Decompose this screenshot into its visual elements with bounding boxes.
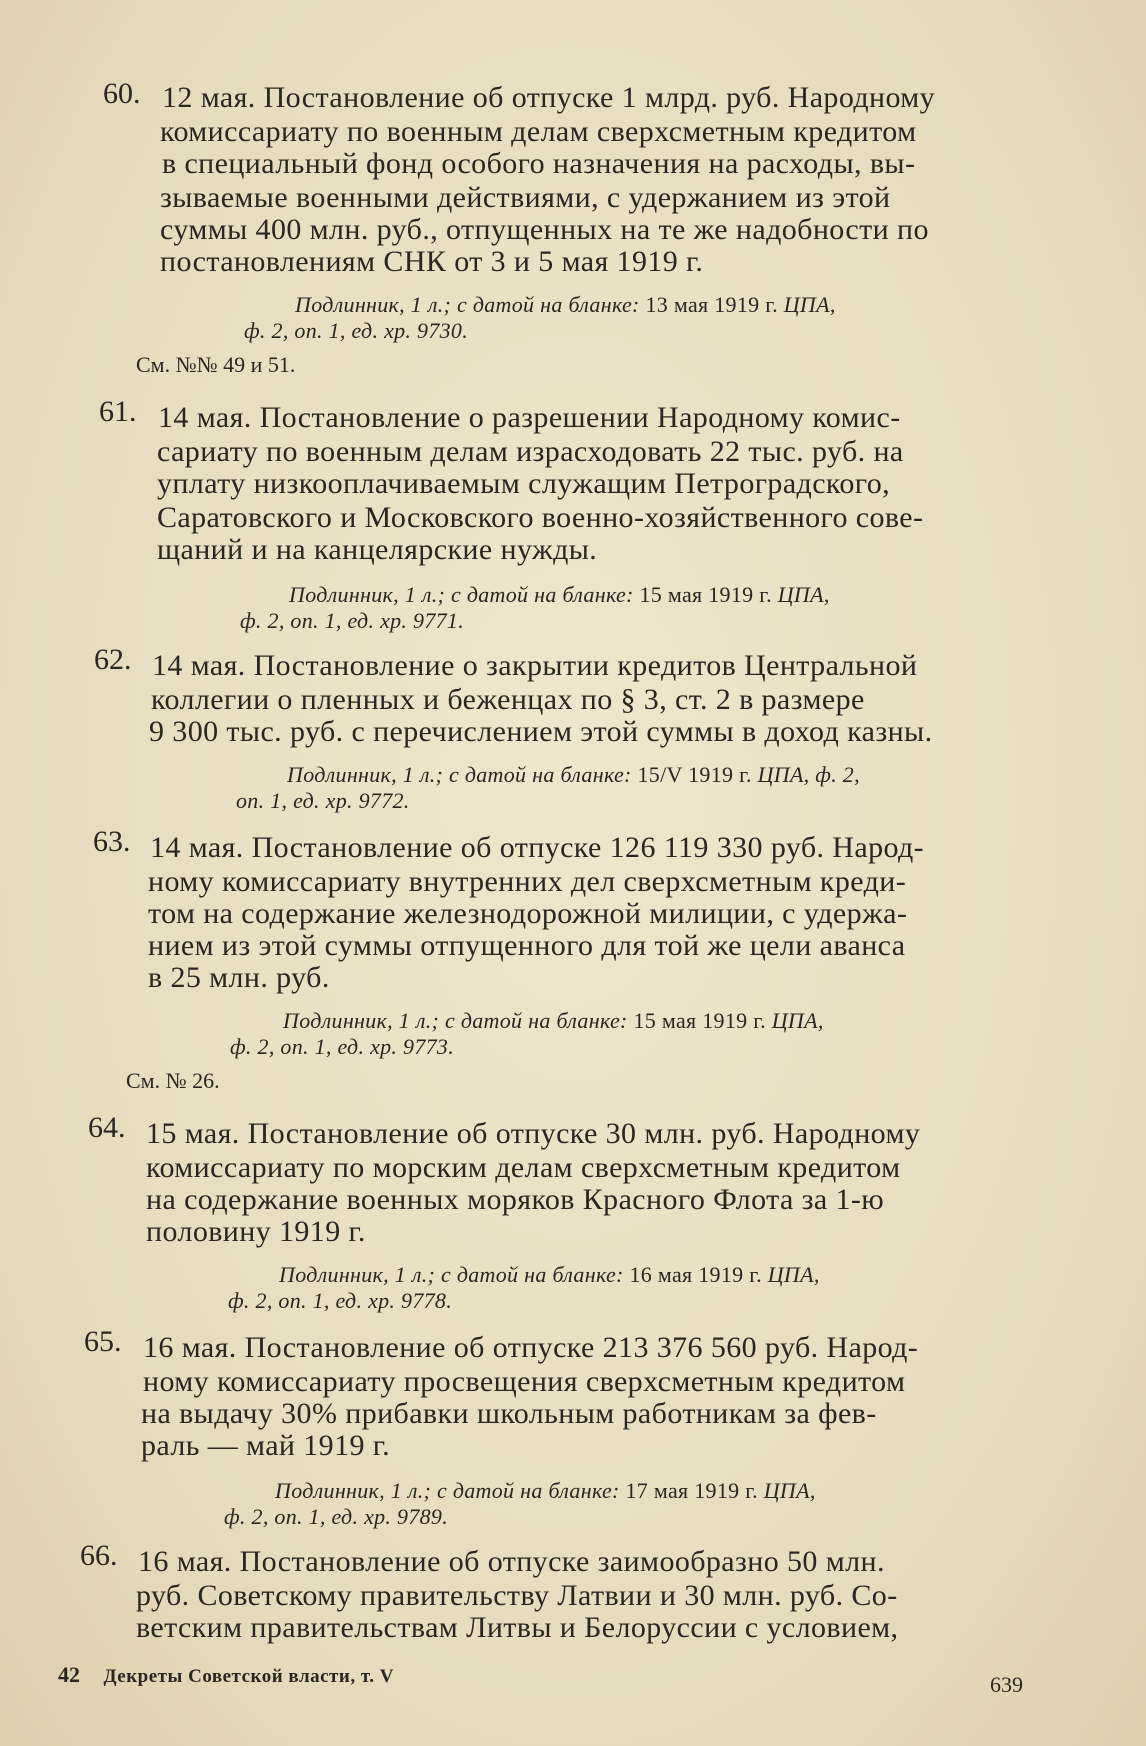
source-archive-ref: ф. 2, оп. 1, ед. хр. 9773. (230, 1034, 455, 1059)
entry-number: 63. (93, 825, 131, 858)
entry-text-line: зываемые военными действиями, с удержанием из этой (160, 181, 891, 214)
entry-text-line: раль — май 1919 г. (141, 1429, 391, 1462)
source-citation: Подлинник, 1 л.; с датой на бланке: 13 мая 1919 г. ЦПА, (295, 292, 836, 317)
entry-text-line: комиссариату по военным делам сверхсметным кредитом (160, 115, 917, 148)
entry-text-line: ному комиссариату внутренних дел сверхсметным креди- (148, 865, 907, 898)
entry-text-line: уплату низкооплачиваемым служащим Петроградского, (157, 467, 891, 500)
entry-text-line: ному комиссариату просвещения сверхсметным кредитом (143, 1365, 906, 1398)
source-citation: Подлинник, 1 л.; с датой на бланке: 15 мая 1919 г. ЦПА, (283, 1008, 824, 1033)
entry-text-line: ветским правительствам Литвы и Белоруссии с условием, (136, 1611, 899, 1644)
entry-text-line: 16 мая. Постановление об отпуске 213 376 560 руб. Народ- (143, 1331, 919, 1364)
entry-number: 65. (84, 1325, 122, 1358)
entry-number: 62. (94, 643, 132, 676)
source-citation: Подлинник, 1 л.; с датой на бланке: 16 мая 1919 г. ЦПА, (279, 1262, 820, 1287)
entry-number: 60. (103, 77, 141, 110)
cross-reference: См. № 26. (126, 1068, 220, 1093)
entry-text-line: 14 мая. Постановление об отпуске 126 119 330 руб. Народ- (150, 831, 925, 864)
entry-text-line: коллегии о пленных и беженцах по § 3, ст. 2 в размере (151, 683, 865, 716)
cross-reference: См. №№ 49 и 51. (136, 352, 296, 377)
page-footer-signature (58, 1662, 394, 1688)
entry-text-line: половину 1919 г. (146, 1215, 366, 1248)
entry-text-line: суммы 400 млн. руб., отпущенных на те же надобности по (160, 213, 929, 246)
entry-text-line: Саратовского и Московского военно-хозяйственного сове- (157, 501, 924, 534)
entry-text-line: комиссариату по морским делам сверхсметным кредитом (146, 1151, 901, 1184)
entry-text-line: том на содержание железнодорожной милиции, с удержа- (148, 897, 908, 930)
source-archive-ref: оп. 1, ед. хр. 9772. (236, 788, 410, 813)
entry-text-line: 15 мая. Постановление об отпуске 30 млн. руб. Народному (146, 1117, 921, 1150)
entry-text-line: щаний и на канцелярские нужды. (157, 533, 598, 566)
entry-text-line: 12 мая. Постановление об отпуске 1 млрд. руб. Народному (162, 81, 936, 114)
entry-text-line: 14 мая. Постановление о закрытии кредитов Центральной (152, 649, 918, 682)
entry-text-line: постановлениям СНК от 3 и 5 мая 1919 г. (160, 245, 704, 278)
entry-number: 61. (99, 395, 137, 428)
page-number: 639 (990, 1672, 1023, 1697)
source-citation: Подлинник, 1 л.; с датой на бланке: 15/V 1919 г. ЦПА, ф. 2, (287, 762, 860, 787)
entry-text-line: на содержание военных моряков Красного Флота за 1-ю (146, 1183, 885, 1216)
entry-text-line: в 25 млн. руб. (148, 961, 330, 994)
source-archive-ref: ф. 2, оп. 1, ед. хр. 9789. (224, 1504, 449, 1529)
source-citation: Подлинник, 1 л.; с датой на бланке: 15 мая 1919 г. ЦПА, (289, 582, 830, 607)
entry-text-line: сариату по военным делам израсходовать 22 тыс. руб. на (157, 435, 904, 468)
entry-text-line: 14 мая. Постановление о разрешении Народному комис- (158, 401, 901, 434)
entry-text-line: 9 300 тыс. руб. с перечислением этой суммы в доход казны. (149, 715, 933, 748)
entry-number: 66. (80, 1539, 118, 1572)
entry-text-line: в специальный фонд особого назначения на расходы, вы- (162, 147, 916, 180)
signature-number: 42 (58, 1662, 80, 1687)
entry-text-line: руб. Советскому правительству Латвии и 30 млн. руб. Со- (136, 1579, 898, 1612)
book-title: Декреты Советской власти, т. V (103, 1666, 394, 1687)
entry-number: 64. (88, 1111, 126, 1144)
source-citation: Подлинник, 1 л.; с датой на бланке: 17 мая 1919 г. ЦПА, (275, 1478, 816, 1503)
source-archive-ref: ф. 2, оп. 1, ед. хр. 9771. (240, 608, 465, 633)
entry-text-line: 16 мая. Постановление об отпуске заимообразно 50 млн. (138, 1545, 885, 1578)
source-archive-ref: ф. 2, оп. 1, ед. хр. 9778. (228, 1288, 453, 1313)
entry-text-line: на выдачу 30% прибавки школьным работникам за фев- (141, 1397, 877, 1430)
source-archive-ref: ф. 2, оп. 1, ед. хр. 9730. (244, 318, 469, 343)
entry-text-line: нием из этой суммы отпущенного для той же цели аванса (148, 929, 906, 962)
